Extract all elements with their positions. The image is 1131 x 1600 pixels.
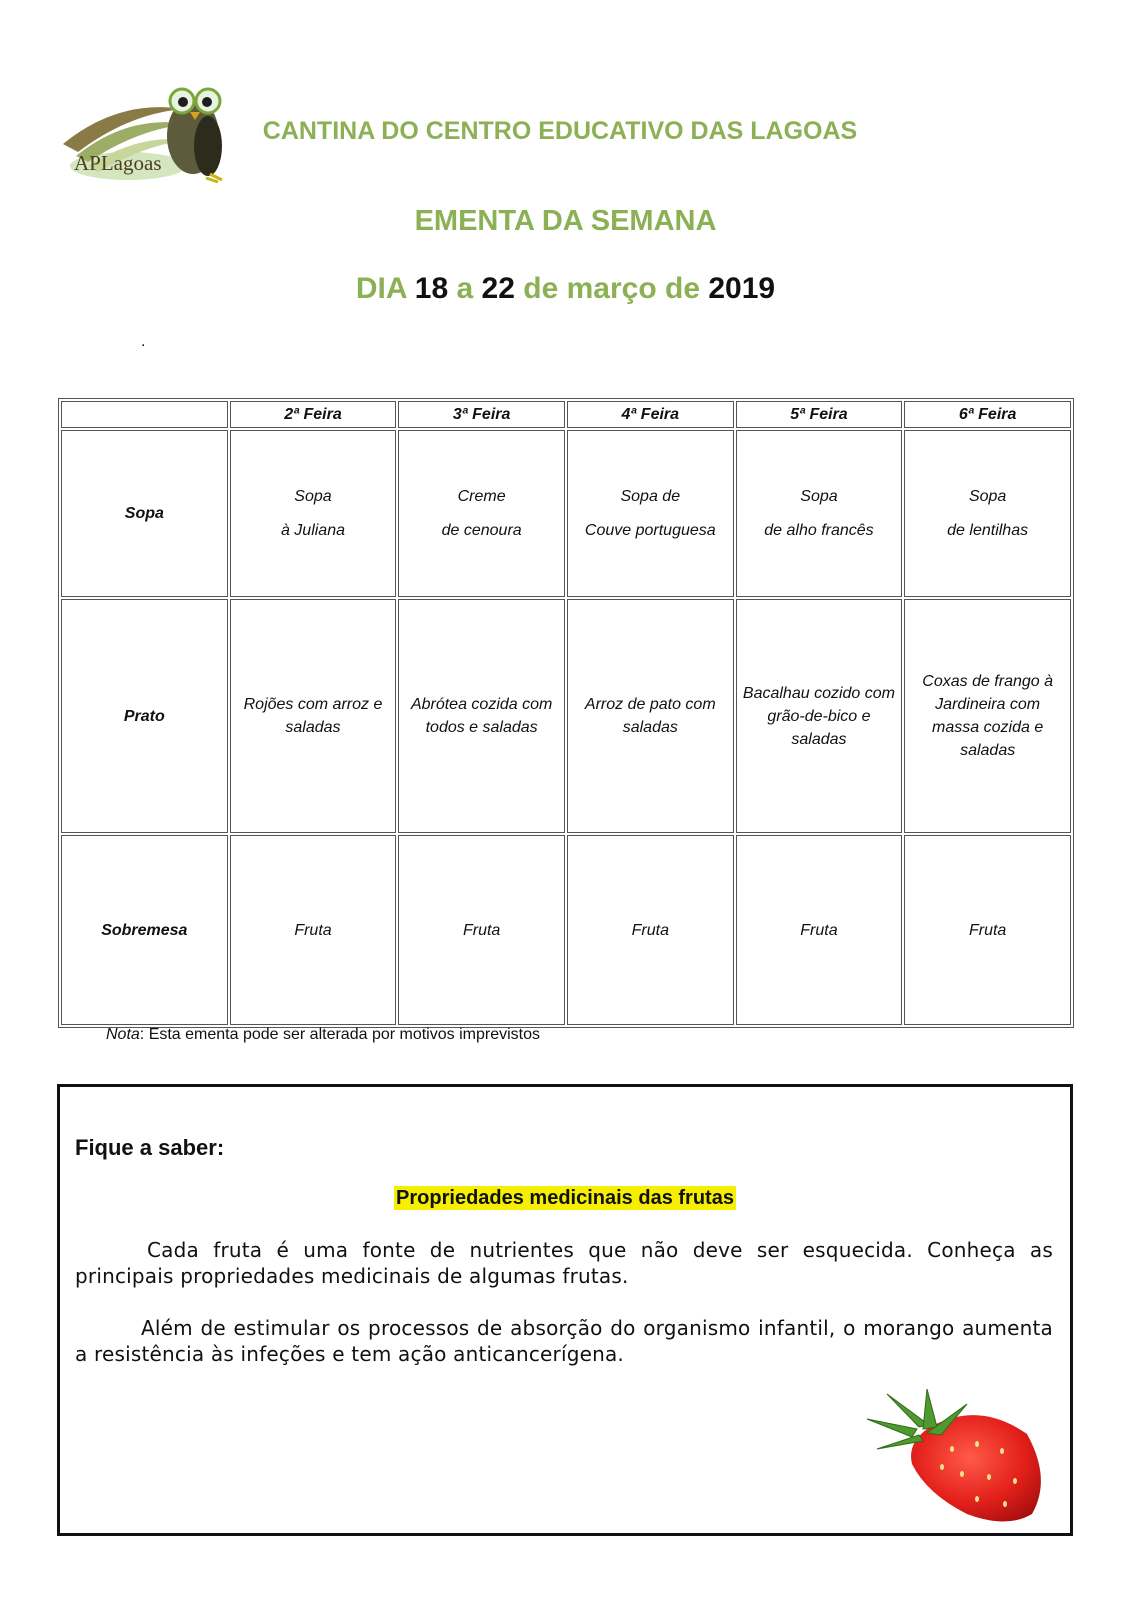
menu-cell: Fruta <box>567 835 734 1025</box>
menu-cell: Sopa à Juliana <box>230 430 397 597</box>
table-row <box>61 599 1071 834</box>
menu-cell: Sopa de alho francês <box>736 430 903 597</box>
table-header-row <box>61 401 1071 428</box>
school-title: CANTINA DO CENTRO EDUCATIVO DAS LAGOAS <box>262 117 858 145</box>
row-label-sobremesa: Sobremesa <box>61 835 228 1025</box>
menu-note: Nota: Esta ementa pode ser alterada por motivos imprevistos <box>106 1026 540 1043</box>
menu-cell: Fruta <box>904 835 1071 1025</box>
menu-cell: Sopa de Couve portuguesa <box>567 430 734 597</box>
day-header: 5ª Feira <box>736 401 903 428</box>
info-heading: Fique a saber: <box>75 1135 225 1160</box>
date-range: DIA 18 a 22 de março de 2019 <box>355 272 776 305</box>
info-subtitle: Propriedades medicinais das frutas <box>396 1187 734 1209</box>
day-header: 6ª Feira <box>904 401 1071 428</box>
menu-cell: Sopa de lentilhas <box>904 430 1071 597</box>
menu-cell: Fruta <box>398 835 565 1025</box>
menu-cell: Fruta <box>736 835 903 1025</box>
svg-text:APLagoas: APLagoas <box>74 151 162 175</box>
day-header: 3ª Feira <box>398 401 565 428</box>
menu-cell: Abrótea cozida com todos e saladas <box>398 599 565 834</box>
menu-cell: Coxas de frango à Jardineira com massa cozida e saladas <box>904 599 1071 834</box>
row-label-sopa: Sopa <box>61 430 228 597</box>
table-row <box>61 835 1071 1025</box>
table-row <box>61 430 1071 597</box>
menu-cell: Arroz de pato com saladas <box>567 599 734 834</box>
weekly-menu-table <box>58 398 1074 1028</box>
menu-cell: Bacalhau cozido com grão-de-bico e saladas <box>736 599 903 834</box>
day-header: 4ª Feira <box>567 401 734 428</box>
menu-cell: Creme de cenoura <box>398 430 565 597</box>
menu-title: EMENTA DA SEMANA <box>414 205 717 237</box>
stray-dot: . <box>141 333 146 350</box>
day-header: 2ª Feira <box>230 401 397 428</box>
menu-cell: Rojões com arroz e saladas <box>230 599 397 834</box>
strawberry-icon <box>857 1389 1051 1529</box>
row-label-prato: Prato <box>61 599 228 834</box>
info-box <box>57 1084 1073 1536</box>
menu-cell: Fruta <box>230 835 397 1025</box>
info-paragraph: Cada fruta é uma fonte de nutrientes que não deve ser esquecida. Conheça as principais propriedades medicinais de algumas frutas. <box>75 1238 1053 1288</box>
corner-cell <box>61 401 228 428</box>
aplagoas-owl-logo <box>58 74 238 192</box>
info-paragraph: Além de estimular os processos de absorção do organismo infantil, o morango aumenta a resistência às infeções e tem ação anticancerígena. <box>75 1316 1053 1366</box>
